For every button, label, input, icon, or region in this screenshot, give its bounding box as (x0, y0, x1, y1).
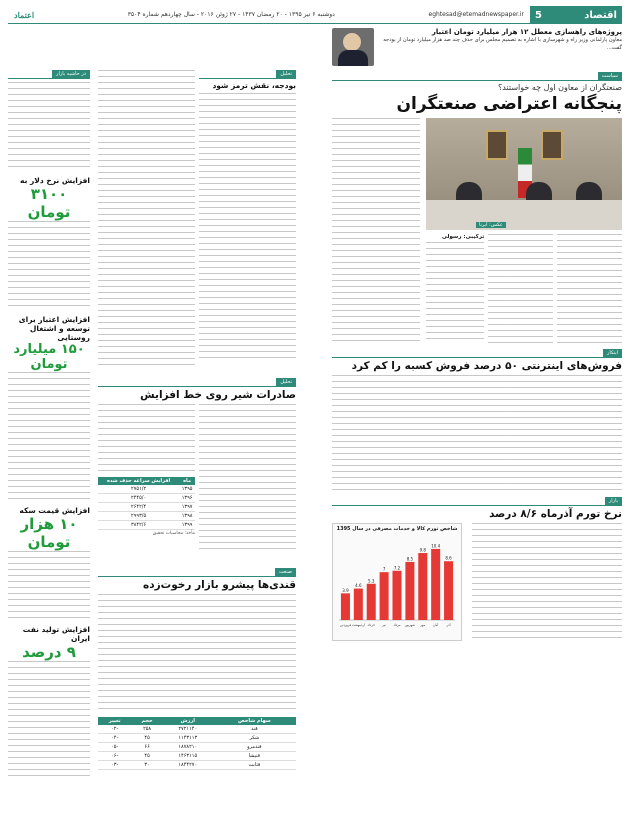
chart-bar (354, 589, 363, 620)
chart-tick-label: خرداد (367, 623, 375, 627)
table-header: ماه (179, 477, 195, 485)
table-row: ۱۳۹۹ ۳۸۴۲/۶ (98, 521, 195, 530)
table-row: قند ۲۷۲۱۱۴۰ ۲۵۸ -۰۲ (98, 725, 296, 734)
conference-table (426, 200, 622, 230)
table-note: مأخذ: محاسبات تحقیق (152, 531, 195, 536)
brief1-number: ۳۱۰۰ تومان (27, 185, 71, 221)
chart-data-label: 8.6 (445, 555, 452, 561)
story2-body (332, 375, 622, 493)
brief2-title: افزایش اعتبار برای توسعه و اشتغال روستایی (18, 315, 90, 342)
story5-tag: بازار (605, 497, 622, 505)
table-header: افزایش سراغه حذف شده (98, 477, 179, 485)
center-title: پروژه‌های راهسازی معطل ۱۲ هزار میلیارد تومان اعتبار (431, 28, 622, 36)
center-col-body (98, 70, 195, 370)
chart-title: شاخص تورم کالا و خدمات مصرفی در سال 1395 (336, 526, 458, 532)
body-column (488, 234, 553, 343)
chart-bar (418, 553, 427, 620)
chart-bar (431, 549, 440, 620)
mid-tag-bar (199, 70, 296, 79)
main-headline: پنجگانه اعتراضی صنعتگران (396, 94, 622, 114)
chart-tick-label: اردیبهشت (351, 623, 365, 627)
chart-tick-label: مرداد (393, 623, 401, 627)
table-row: ۱۳۹۸ ۲۹۹۳/۵ (98, 512, 195, 521)
lead-body-text (332, 118, 420, 343)
page-number: 5 (535, 9, 542, 21)
story4-tag: صنعت (275, 568, 296, 576)
chart-bar (405, 562, 414, 620)
portrait-frame-left (486, 130, 508, 160)
chart-bar (444, 561, 453, 620)
chart-data-label: 7 (382, 566, 386, 572)
brief4-title: افزایش تولید نفت ایران (22, 625, 90, 643)
brief1-body (8, 221, 90, 311)
brief1-title: افزایش نرخ دلار به (20, 176, 90, 185)
chart-data-label: 4.6 (355, 583, 362, 589)
story3-body (98, 404, 195, 474)
section-tag: سیاست (598, 72, 622, 80)
chart-tick-label: فروردین (339, 623, 351, 627)
author-photo (332, 28, 374, 66)
reporter-name: ترکیبی: رسولی (441, 234, 485, 240)
mid-col-body (199, 93, 296, 358)
brief3-title: افزایش قیمت سکه (19, 506, 90, 515)
page-header (8, 6, 622, 24)
story4-body (98, 594, 296, 714)
email-address[interactable]: eghtesad@etemadnewspaper.ir (428, 11, 524, 18)
chart-tick-label: آبان (433, 623, 439, 627)
left-tag-bar (8, 70, 90, 79)
story5-tag-bar (332, 497, 622, 506)
chart-bar (380, 572, 389, 620)
table-row: ۱۳۹۶ ۲۴۴۵/۰ (98, 494, 195, 503)
page-content (8, 28, 622, 814)
story4-tag-bar (98, 568, 296, 577)
story4-title: قندی‌ها پیشرو بازار رخوت‌زده (143, 579, 296, 591)
story5-body (472, 523, 622, 641)
chart-tick-label: تیر (382, 623, 386, 627)
main-photo (426, 118, 622, 230)
table-row: ۱۳۹۷ ۲۶۴۲/۴ (98, 503, 195, 512)
kicker: صنعتگران از معاون اول چه خواستند؟ (498, 83, 622, 92)
header-meta (8, 6, 530, 24)
mid-col-title: بودجه، نقش ترمز شود (212, 81, 296, 90)
main-articles (332, 28, 622, 814)
mid-tag: تحلیل (276, 70, 296, 78)
chart-tick-label: مهر (420, 623, 426, 627)
body-column (557, 234, 622, 343)
chart-svg (333, 532, 461, 636)
left-sidebar (8, 28, 90, 814)
portrait-frame-right (541, 130, 563, 160)
section-tag-bar (332, 72, 622, 81)
story2-title: فروش‌های اینترنتی ۵۰ درصد فروش کسبه را کم کرد (351, 360, 622, 372)
photo-caption: عکس: ایرنا (476, 222, 506, 228)
lead-text: معاون پارلمانی وزیر راه و شهرسازی با اشاره به تصمیم مجلس برای حذف چند صد هزار میلیارد تومان از بودجه گفت... (383, 36, 622, 51)
table-row: ۱۳۹۵ ۲۷۵۱/۲ (98, 485, 195, 494)
milk-export-table (98, 477, 195, 530)
brief2-number: ۱۵۰ میلیارد تومان (13, 342, 85, 372)
inflation-chart (332, 523, 462, 641)
story2-tag: ابتکار (603, 349, 622, 357)
brief4-body (8, 661, 90, 781)
brief3-number: ۱۰ هزار تومان (20, 515, 78, 551)
section-name: اقتصاد (584, 9, 617, 21)
story3-tag-bar (98, 378, 296, 387)
chart-data-label: 10.4 (431, 543, 441, 549)
brief4-number: ۹ درصد (22, 643, 76, 661)
story2-tag-bar (332, 349, 622, 358)
section-banner (530, 6, 622, 24)
story3-title: صادرات شیر روی خط افزایش (140, 389, 296, 401)
table-row: قنیشا ۱۴۶۳۱۱۵ ۴۵ -۰۶ (98, 752, 296, 761)
story3-tag: تحلیل (276, 378, 296, 386)
chart-data-label: 7.2 (393, 565, 401, 571)
dateline: دوشنبه ۶ تیر ۱۳۹۵ - ۲۰ رمضان ۱۴۳۷ - ۲۷ ژوئن ۲۰۱۶ - سال چهاردهم شماره ۳۵۰۴ (127, 11, 335, 18)
center-columns (98, 28, 296, 808)
stock-table: سهام شاخص ارزش حجم تغییر قند ۲۷۲۱۱۴۰ ۲۵۸ -۰۲ شکر ۱۱۴۳۱۱۳ ۴۵ -۰۴ قندمرو ۱۸۷۸۲۱۰ ۶۶ -۰۵ قنیشا ۱۴۶۳۱۱۵ ۴۵ -۰۶ قثابت ۱۸۴۴۲۷۰ ۳۰ -۰۳ (98, 717, 296, 770)
left-tag: در حاشیه بازار (52, 70, 90, 78)
chart-tick-label: آذر (446, 623, 451, 627)
newspaper-logo: اعتماد (14, 9, 35, 20)
chart-data-label: 8.5 (406, 556, 414, 562)
table-row: قندمرو ۱۸۷۸۲۱۰ ۶۶ -۰۵ (98, 743, 296, 752)
chart-tick-label: شهریور (404, 623, 415, 627)
chart-bar (341, 593, 350, 620)
lead-block (332, 28, 622, 68)
chart-bar (367, 584, 376, 620)
table-row: شکر ۱۱۴۳۱۱۳ ۴۵ -۰۴ (98, 734, 296, 743)
brief3-body (8, 551, 90, 621)
story5-title: نرخ تورم آذرماه ۸/۶ درصد (489, 508, 622, 520)
chart-data-label: 5.3 (368, 578, 375, 584)
chart-data-label: 3.9 (342, 587, 349, 593)
table-row: قثابت ۱۸۴۴۲۷۰ ۳۰ -۰۳ (98, 761, 296, 770)
chart-bar (392, 571, 401, 620)
chart-data-label: 9.8 (419, 547, 426, 553)
left-briefs (8, 82, 90, 172)
reporter-column (426, 234, 484, 343)
brief2-body (8, 372, 90, 502)
story3-body (199, 404, 296, 554)
